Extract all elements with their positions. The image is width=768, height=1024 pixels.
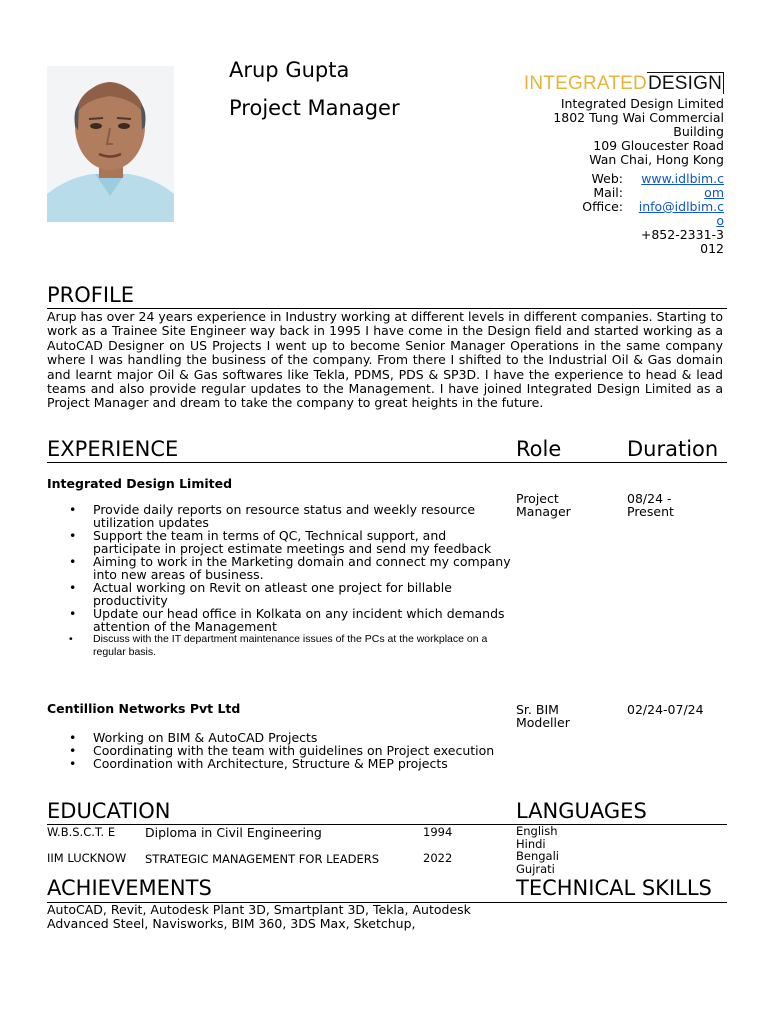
company-logo: INTEGRATEDDESIGN xyxy=(523,73,722,94)
achievements-heading: ACHIEVEMENTS xyxy=(47,876,212,900)
education-year: 1994 xyxy=(423,825,453,839)
profile-photo xyxy=(47,66,174,222)
company-address: Integrated Design Limited 1802 Tung Wai Commercial Building 109 Gloucester Road Wan Chai, Hong Kong xyxy=(553,96,724,167)
web-link[interactable]: www.idlbim.com xyxy=(641,171,724,200)
job-bullets xyxy=(47,503,517,659)
list-item: • Working on BIM & AutoCAD Projects xyxy=(47,731,517,744)
job-role: Sr. BIM Modeller xyxy=(516,702,570,730)
list-item: • Actual working on Revit on atleast one project for billable productivity xyxy=(47,581,517,607)
education-year: 2022 xyxy=(423,851,453,865)
list-item: • Provide daily reports on resource status and weekly resource utilization updates xyxy=(47,503,517,529)
job-company: Integrated Design Limited xyxy=(47,476,233,491)
language-item: Bengali xyxy=(516,849,559,864)
education-course: STRATEGIC MANAGEMENT FOR LEADERS xyxy=(145,852,380,866)
office-phone: +852-2331-3012 xyxy=(640,227,724,256)
education-institution: W.B.S.C.T. E xyxy=(47,825,116,839)
role-heading: Role xyxy=(516,437,562,461)
person-name: Arup Gupta xyxy=(229,58,350,82)
job-bullets xyxy=(47,731,517,770)
list-item: • Support the team in terms of QC, Technical support, and participate in project estimate meetings and send my feedback xyxy=(47,529,517,555)
technical-skills-heading: TECHNICAL SKILLS xyxy=(516,876,712,900)
languages-heading: LANGUAGES xyxy=(516,799,647,823)
mail-link[interactable]: info@idlbim.co xyxy=(638,199,724,228)
list-item: • Coordinating with the team with guidelines on Project execution xyxy=(47,744,517,757)
list-item: • Discuss with the IT department maintenance issues of the PCs at the workplace on a regular basis. xyxy=(47,633,517,659)
list-item: • Aiming to work in the Marketing domain and connect my company into new areas of business. xyxy=(47,555,517,581)
web-label: Web: xyxy=(591,171,623,186)
education-institution: IIM LUCKNOW xyxy=(47,851,127,865)
person-title: Project Manager xyxy=(229,96,400,120)
list-item: • Coordination with Architecture, Structure & MEP projects xyxy=(47,757,517,770)
experience-heading: EXPERIENCE xyxy=(47,437,179,461)
job-role: Project Manager xyxy=(516,491,571,519)
language-item: Hindi xyxy=(516,836,546,851)
education-heading: EDUCATION xyxy=(47,799,171,823)
job-duration: 02/24-07/24 xyxy=(627,702,704,717)
duration-heading: Duration xyxy=(627,437,719,461)
office-label: Office: xyxy=(582,199,623,214)
divider xyxy=(47,462,727,463)
language-item: English xyxy=(516,824,558,838)
language-item: Gujrati xyxy=(516,862,555,877)
profile-text: Arup has over 24 years experience in Industry working at different levels in different companies. Starting to work as a Trainee Site Engineer way back in 1995 I have come in the Design field and started working as a AutoCAD Designer on US Projects I went up to become Senior Manager Operations in the same company where I was handling the business of the company. From there I shifted to the Industrial Oil & Gas domain and learnt major Oil & Gas softwares like Tekla, PDMS, PDS & SP3D. I have the experience to head & lead teams and also provide regular updates to the Management. I have joined Integrated Design Limited as a Project Manager and dream to take the company to great heights in the future. xyxy=(47,309,723,411)
profile-heading: PROFILE xyxy=(47,283,135,307)
mail-label: Mail: xyxy=(593,185,623,200)
education-course: Diploma in Civil Engineering xyxy=(145,825,322,840)
job-company: Centillion Networks Pvt Ltd xyxy=(47,701,241,716)
list-item: • Update our head office in Kolkata on any incident which demands attention of the Management xyxy=(47,607,517,633)
achievements-text: AutoCAD, Revit, Autodesk Plant 3D, Smartplant 3D, Tekla, Autodesk Advanced Steel, Navisworks, BIM 360, 3DS Max, Sketchup, xyxy=(47,902,471,932)
job-duration: 08/24 - Present xyxy=(627,491,674,519)
languages-list xyxy=(516,825,559,876)
